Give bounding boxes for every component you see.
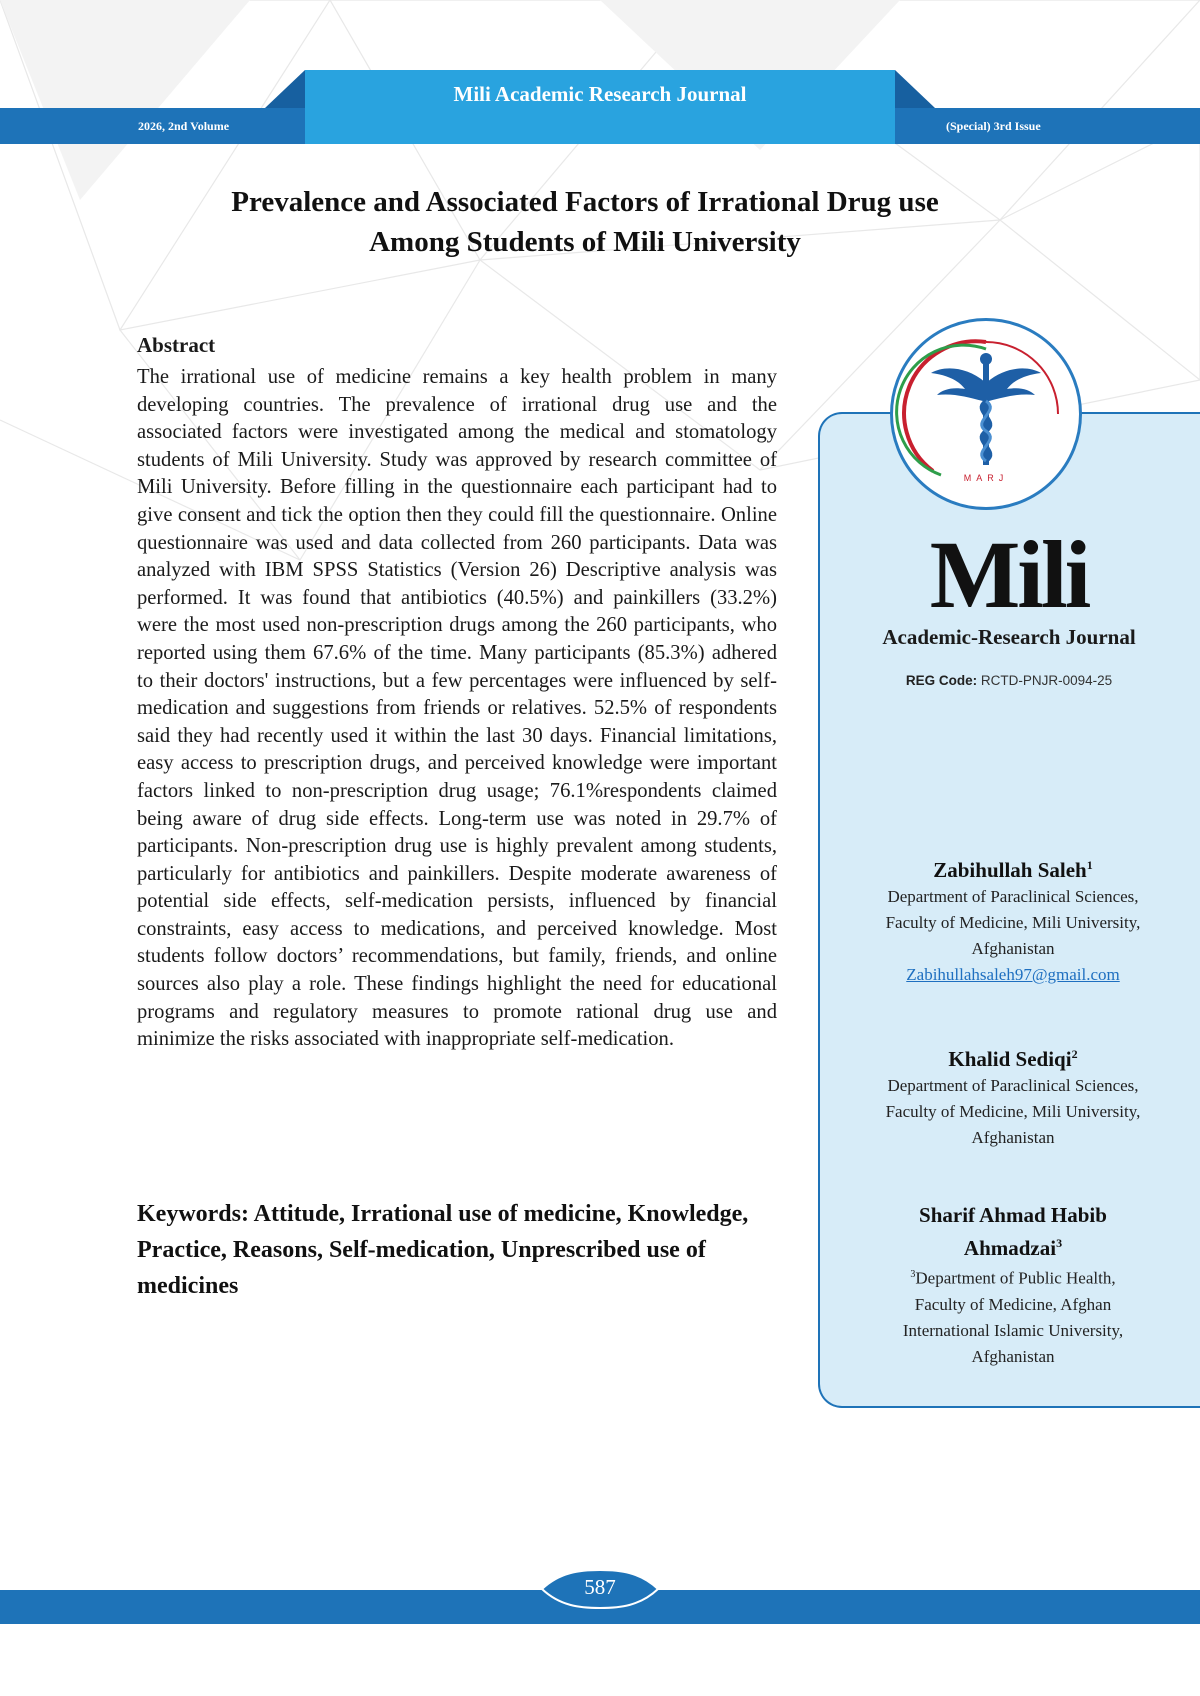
author-name: Sharif Ahmad Habib — [919, 1203, 1107, 1227]
issue-label: (Special) 3rd Issue — [946, 119, 1041, 133]
author-block-1 — [838, 851, 1188, 988]
author-affiliation: Faculty of Medicine, Afghan — [914, 1294, 1112, 1314]
journal-logo — [890, 318, 1082, 510]
brand-name: Mili — [929, 521, 1089, 628]
author-affiliation: Afghanistan — [971, 1346, 1055, 1366]
author-email-link[interactable]: Zabihullahsaleh97@gmail.com — [906, 965, 1120, 984]
caduceus-icon — [893, 321, 1079, 507]
author-affiliation: Faculty of Medicine, Mili University, — [885, 913, 1141, 932]
author-name: Zabihullah Saleh$^1$ — [933, 858, 1093, 882]
keywords: Keywords: Attitude, Irrational use of medicine, Knowledge, Practice, Reasons, Self-medication, Unprescribed use of medicines — [137, 1201, 749, 1299]
author-affiliation: $^3$Department of Public Health, — [910, 1268, 1116, 1288]
paper-title-line-1: Prevalence and Associated Factors of Irrational Drug use — [231, 186, 939, 218]
brand-subtitle: Academic-Research Journal — [882, 625, 1136, 649]
paper-title — [120, 182, 1050, 262]
paper-title-line-2: Among Students of Mili University — [369, 226, 801, 258]
reg-code-value: RCTD-PNJR-0094-25 — [977, 673, 1113, 688]
abstract-body: The irrational use of medicine remains a key health problem in many developing countries. The prevalence of irrational drug use and the associated factors were investigated among the medical and stomatology students of Mili University. Study was approved by research committee of Mili University. Before filling in the questionnaire each participant had to give consent and tick the option then they could fill the questionnaire. Online questionnaire was used and data collected from 260 participants. Data was analyzed with IBM SPSS Statistics (Version 26) Descriptive analysis was performed. It was found that antibiotics (40.5%) and painkillers (33.2%) were the most used non-prescription drugs among the 260 participants, who reported using them 67.6% of the time. Many participants (85.3%) adhered to their doctors' instructions, but a few percentages were influenced by self-medication and suggestions from friends or relatives. 52.5% of respondents said they had recently used it within the last 30 days. Financial limitations, easy access to prescription drugs, and perceived knowledge were important factors linked to non-prescription drug usage; 76.1%respondents claimed being aware of drug side effects. Long-term use was noted in 29.7% of participants. Non-prescription drug use is highly prevalent among students, particularly for antibiotics and painkillers. Despite moderate awareness of potential side effects, self-medication persists, influenced by financial constraints, easy access to medications, and perceived knowledge. Most students follow doctors’ recommendations, but family, friends, and online sources also play a role. These findings highlight the need for educational programs and regulatory measures to promote rational drug use and minimize the risks associated with inappropriate self-medication. — [137, 366, 777, 1051]
author-name: Ahmadzai$^3$ — [963, 1236, 1063, 1260]
author-affiliation: Department of Paraclinical Sciences, — [887, 887, 1139, 906]
author-affiliation: Afghanistan — [971, 1128, 1055, 1147]
logo-text: MARJ — [963, 473, 1009, 483]
abstract-heading: Abstract — [137, 333, 216, 357]
author-name: Khalid Sediqi$^2$ — [948, 1047, 1078, 1071]
author-affiliation: Afghanistan — [971, 939, 1055, 958]
author-affiliation: International Islamic University, — [902, 1320, 1124, 1340]
author-affiliation: Faculty of Medicine, Mili University, — [885, 1102, 1141, 1121]
volume-label: 2026, 2nd Volume — [138, 119, 230, 133]
reg-code — [818, 673, 1200, 688]
author-block-2 — [838, 1040, 1188, 1151]
author-block-3 — [838, 1201, 1188, 1370]
page-number: 587 — [584, 1575, 616, 1599]
reg-code-label: REG Code: — [905, 673, 978, 688]
author-affiliation: Department of Paraclinical Sciences, — [887, 1076, 1139, 1095]
journal-title: Mili Academic Research Journal — [453, 82, 747, 106]
